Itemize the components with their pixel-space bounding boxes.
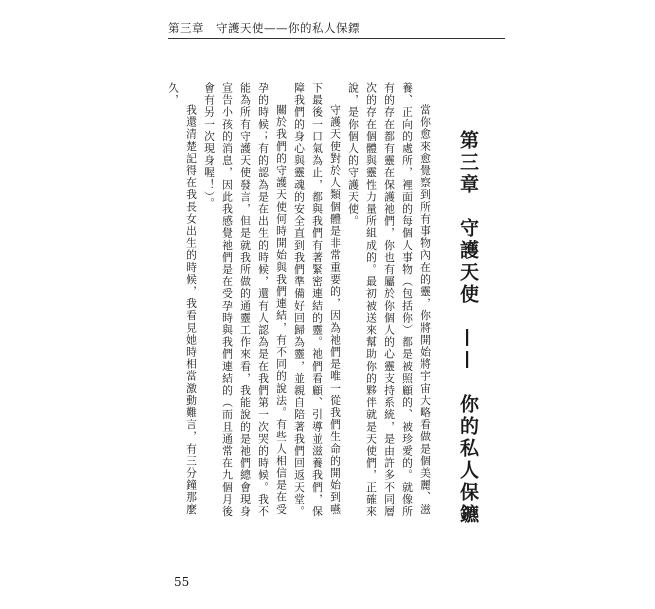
running-header: 第三章 守護天使——你的私人保鏢 [168, 21, 360, 35]
page-number: 55 [174, 575, 190, 589]
chapter-title: 第三章 守護天使 —— 你的私人保鑣 [457, 130, 479, 526]
paragraph: 當你愈來愈覺察到所有事物內在的靈，你將開始將宇宙大略看做是個美麗、滋養、正向的處所，裡面的每個人事物（包括你）都是被照顧的、被珍愛的。就像所有的存在都有靈在保護祂們，你也有屬於你個人的心靈支持系統，是由許多不同層次的存在個體與靈性力量所組成的。最初被送來幫助你的夥伴就是天使們，正確來說，是你個人的守護天使。 [347, 82, 432, 518]
header-rule [168, 38, 505, 39]
paragraph: 我還清楚記得在我長女出生的時候，我看見她時相當激動難言，有三分鐘那麼久， [167, 82, 198, 515]
paragraph: 關於我們的守護天使何時開始與我們連結，有不同的說法。有些人相信是在受孕的時候；有的認為是在出生的時候，還有人認為是在我們第一次哭的時候。我不能為所有守護天使發言，但是就我所做的通靈工作來看，我能說的是祂們總會現身宣告小孩的消息，因此我感覺祂們是在受孕時與我們連結的（而且通常在九個月後會有另一次現身喔！）。 [203, 82, 288, 518]
body-text [164, 82, 434, 522]
paragraph: 守護天使對於人類個體是非常重要的，因為祂們是唯一從我們生命的開始到嚥下最後一口氣為止，都與我們有著緊密連結的靈。祂們看顧、引導並滋養我們，保障我們的身心與靈魂的安全直到我們準備好回歸為靈，並親自陪著我們回返天堂。 [293, 82, 342, 518]
